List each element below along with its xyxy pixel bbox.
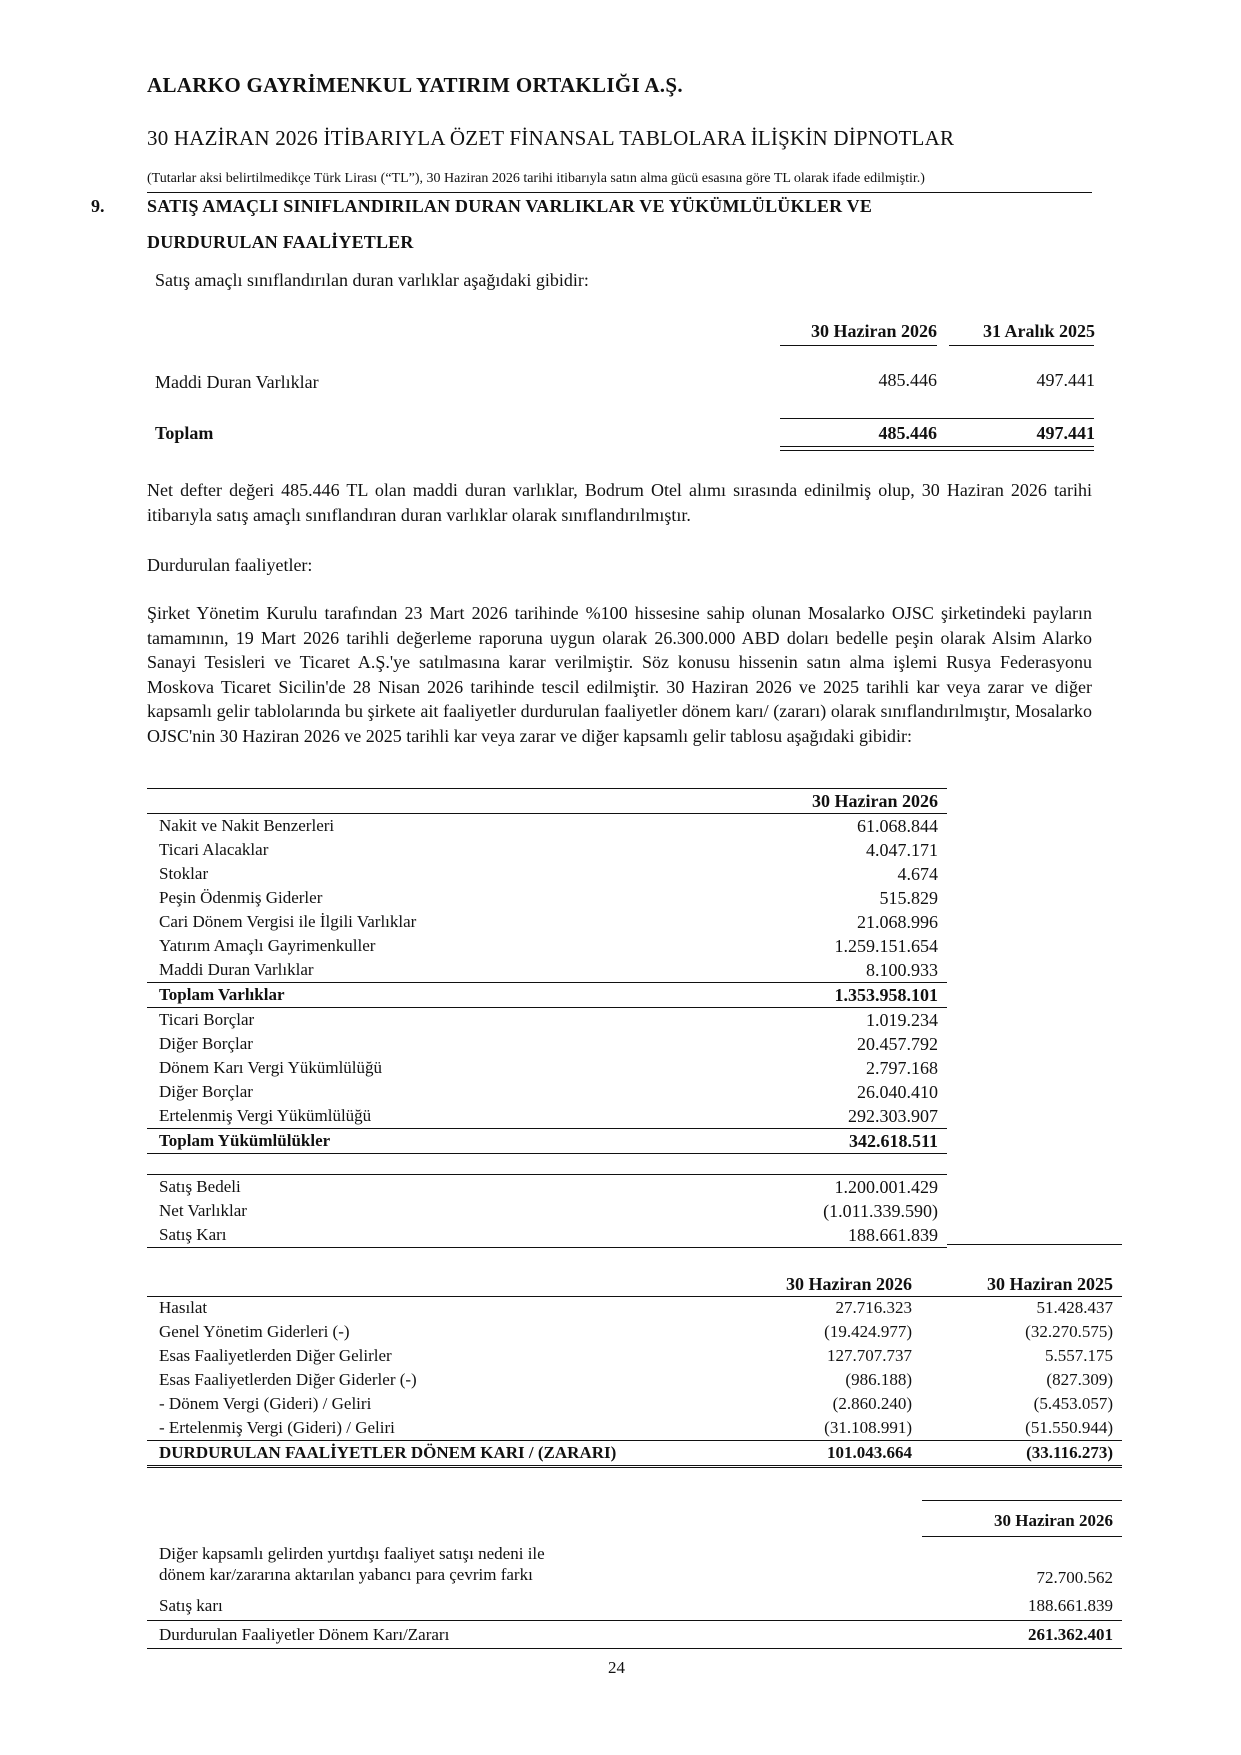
table-row: Cari Dönem Vergisi ile İlgili Varlıklar 21.068.996 xyxy=(159,912,938,932)
t3-header-row xyxy=(147,1272,1122,1296)
table-row: Dönem Karı Vergi Yükümlülüğü 2.797.168 xyxy=(159,1058,938,1078)
section-title-line1: SATIŞ AMAÇLI SINIFLANDIRILAN DURAN VARLIKLAR VE YÜKÜMLÜLÜKLER VE xyxy=(147,196,873,216)
t1-col-header-2026: 30 Haziran 2026 xyxy=(811,321,937,341)
paragraph-discontinued-heading: Durdurulan faaliyetler: xyxy=(147,555,313,575)
t2-col-header: 30 Haziran 2026 xyxy=(672,789,947,814)
table-row: Satış Bedeli 1.200.001.429 xyxy=(159,1177,938,1197)
currency-note: (Tutarlar aksi belirtilmedikçe Türk Lirası (“TL”), 30 Haziran 2026 tarihi itibarıyla satın alma gücü esasına göre TL olarak ifade edilmiştir.) xyxy=(147,171,925,186)
t4-row1-line2: dönem kar/zararına aktarılan yabancı para çevrim farkı xyxy=(159,1565,533,1584)
mosalarko-balance-table xyxy=(147,788,947,1248)
t3-col-header-2026: 30 Haziran 2026 xyxy=(786,1274,912,1294)
table-row: Maddi Duran Varlıklar 8.100.933 xyxy=(159,960,938,980)
table-row: Nakit ve Nakit Benzerleri 61.068.844 xyxy=(159,816,938,836)
table-row: Satış Karı 188.661.839 xyxy=(147,1223,947,1248)
page-number: 24 xyxy=(608,1658,625,1677)
t2-bottom-rule-extension xyxy=(947,1244,1122,1245)
table-row: Hasılat 27.716.323 51.428.437 xyxy=(159,1298,1113,1317)
t2-total-liabilities-row: Toplam Yükümlülükler 342.618.511 xyxy=(147,1129,947,1154)
company-name: ALARKO GAYRİMENKUL YATIRIM ORTAKLIĞI A.Ş. xyxy=(147,73,683,97)
table-row: Esas Faaliyetlerden Diğer Giderler (-) (986.188) (827.309) xyxy=(159,1370,1113,1389)
section-intro: Satış amaçlı sınıflandırılan duran varlıklar aşağıdaki gibidir: xyxy=(155,270,589,290)
table-row: - Ertelenmiş Vergi (Gideri) / Geliri (31.108.991) (51.550.944) xyxy=(159,1418,1113,1437)
section-number: 9. xyxy=(91,196,105,216)
t1-header-rule-2 xyxy=(949,345,1094,346)
t4-total-value: 261.362.401 xyxy=(1028,1625,1113,1644)
t4-row2-value: 188.661.839 xyxy=(1028,1596,1113,1615)
t1-col-header-2025: 31 Aralık 2025 xyxy=(982,321,1095,341)
t4-col-header: 30 Haziran 2026 xyxy=(994,1511,1113,1530)
section-title-line2: DURDURULAN FAALİYETLER xyxy=(147,232,414,252)
table-row: Peşin Ödenmiş Giderler 515.829 xyxy=(159,888,938,908)
t2-header-row xyxy=(147,789,947,814)
paragraph-mosalarko-sale: Şirket Yönetim Kurulu tarafından 23 Mart 2026 tarihinde %100 hissesine sahip olunan Mosalarko OJSC şirketindeki payların tamamının, 19 Mart 2026 tarihli değerleme raporuna uygun olarak 26.300.000 ABD doları bedelle peşin olarak Alsim Alarko Sanayi Tesisleri ve Ticaret A.Ş.'ye satılmasına karar verilmiştir. Söz konusu hissenin satın alma işlemi Rusya Federasyonu Moskova Ticaret Sicilin'de 28 Nisan 2026 tarihinde tescil edilmiştir. 30 Haziran 2026 ve 2025 tarihli kar veya zarar ve diğer kapsamlı gelir tablolarında bu şirkete ait faaliyetler durdurulan faaliyetler dönem karı/ (zararı) olarak sınıflandırılmıştır, Mosalarko OJSC'nin 30 Haziran 2026 ve 2025 tarihli kar veya zarar ve diğer kapsamlı gelir tablosu aşağıdaki gibidir: xyxy=(147,603,1092,746)
t4-total-label: Durdurulan Faaliyetler Dönem Karı/Zararı xyxy=(159,1625,450,1644)
t3-header-rule xyxy=(147,1296,1122,1297)
document-title: 30 HAZİRAN 2026 İTİBARIYLA ÖZET FİNANSAL TABLOLARA İLİŞKİN DİPNOTLAR xyxy=(147,126,955,150)
t1-total-label: Toplam xyxy=(155,423,214,443)
t1-total-value-2025: 497.441 xyxy=(1036,423,1095,443)
t1-row-value-2025: 497.441 xyxy=(1036,370,1095,390)
t1-row-value-2026: 485.446 xyxy=(878,370,937,390)
table-row: Ertelenmiş Vergi Yükümlülüğü 292.303.907 xyxy=(159,1106,938,1126)
t3-col-header-2025: 30 Haziran 2025 xyxy=(987,1274,1113,1294)
table-row: Genel Yönetim Giderleri (-) (19.424.977) (32.270.575) xyxy=(159,1322,1113,1341)
paragraph-book-value: Net defter değeri 485.446 TL olan maddi duran varlıklar, Bodrum Otel alımı sırasında edinilmiş olup, 30 Haziran 2026 tarihi itibarıyla satış amaçlı sınıflandıran duran varlıklar olarak sınıflandırılmıştır. xyxy=(147,480,1092,525)
t1-total-top-rule xyxy=(780,418,1094,419)
table-row: Diğer Borçlar 20.457.792 xyxy=(159,1034,938,1054)
header-divider xyxy=(147,192,1092,193)
table-row: Stoklar 4.674 xyxy=(159,864,938,884)
table-row: - Dönem Vergi (Gideri) / Geliri (2.860.240) (5.453.057) xyxy=(159,1394,1113,1413)
t4-total-top-rule xyxy=(147,1620,1122,1621)
t2-total-assets-row: Toplam Varlıklar 1.353.958.101 xyxy=(147,983,947,1008)
table-row: Net Varlıklar (1.011.339.590) xyxy=(159,1201,938,1221)
discontinued-ops-income-table xyxy=(147,1272,1122,1468)
t4-row1-value: 72.700.562 xyxy=(1036,1568,1113,1587)
t4-row2-label: Satış karı xyxy=(159,1596,223,1615)
t4-total-bottom-rule xyxy=(147,1648,1122,1649)
table-row: Ticari Borçlar 1.019.234 xyxy=(159,1010,938,1030)
t4-row1-line1: Diğer kapsamlı gelirden yurtdışı faaliyet satışı nedeni ile xyxy=(159,1544,545,1563)
t4-header-bottom-rule xyxy=(922,1536,1122,1537)
t1-row-label: Maddi Duran Varlıklar xyxy=(155,372,319,392)
t1-header-rule-1 xyxy=(780,345,937,346)
table-row: Esas Faaliyetlerden Diğer Gelirler 127.707.737 5.557.175 xyxy=(159,1346,1113,1365)
table-row: Yatırım Amaçlı Gayrimenkuller 1.259.151.654 xyxy=(159,936,938,956)
t4-header-top-rule xyxy=(922,1500,1122,1501)
t2-spacer-row xyxy=(147,1154,947,1175)
table-row: Diğer Borçlar 26.040.410 xyxy=(159,1082,938,1102)
table-row: Ticari Alacaklar 4.047.171 xyxy=(159,840,938,860)
t1-total-double-rule xyxy=(780,446,1094,451)
t3-total-row: DURDURULAN FAALİYETLER DÖNEM KARI / (ZARARI) 101.043.664 (33.116.273) xyxy=(147,1441,1122,1467)
t1-total-value-2026: 485.446 xyxy=(878,423,937,443)
